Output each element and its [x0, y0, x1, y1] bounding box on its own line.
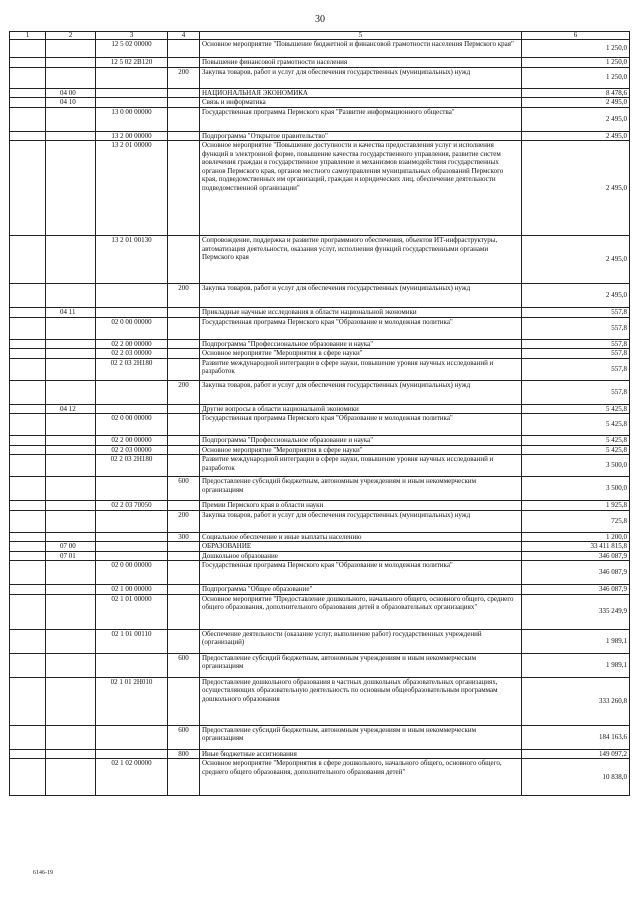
section-cell: [10, 107, 46, 131]
target-article-cell: [96, 67, 168, 88]
description-cell: Связь и информатика: [200, 98, 522, 108]
amount-cell: 149 097,2: [522, 749, 630, 759]
section-cell: [10, 236, 46, 284]
description-cell: Основное мероприятие "Повышение бюджетной и финансовой грамотности населения Пермского края": [200, 40, 522, 58]
target-article-cell: 13 2 01 00000: [96, 141, 168, 236]
table-row: [10, 40, 630, 58]
section-cell: [10, 98, 46, 108]
target-article-cell: 13 2 00 00000: [96, 131, 168, 141]
target-article-cell: 02 2 03 2Н180: [96, 455, 168, 477]
description-cell: Подпрограмма "Общее образование": [200, 585, 522, 595]
description-cell: Основное мероприятие "Предоставление дошкольного, начального общего, основного общего, среднего общего образования, дополнительного образования детей в образовательных организациях": [200, 594, 522, 629]
section-cell: [10, 380, 46, 404]
target-article-cell: [96, 551, 168, 561]
section-cell: [10, 749, 46, 759]
table-row: [10, 477, 630, 501]
amount-cell: 8 478,6: [522, 88, 630, 98]
expense-type-cell: 600: [168, 477, 200, 501]
target-article-cell: [96, 542, 168, 552]
section-cell: [10, 653, 46, 677]
target-article-cell: 02 1 01 00110: [96, 629, 168, 653]
amount-cell: 3 500,0: [522, 455, 630, 477]
amount-cell: 346 087,9: [522, 585, 630, 595]
amount-cell: 557,8: [522, 380, 630, 404]
section-cell: [10, 88, 46, 98]
amount-cell: 5 425,8: [522, 445, 630, 455]
target-article-cell: [96, 725, 168, 749]
section-cell: [10, 404, 46, 414]
section-cell: [10, 40, 46, 58]
subsection-cell: [46, 455, 96, 477]
description-cell: Закупка товаров, работ и услуг для обеспечения государственных (муниципальных) нужд: [200, 510, 522, 532]
expense-type-cell: [168, 349, 200, 359]
section-cell: [10, 141, 46, 236]
target-article-cell: 02 2 00 00000: [96, 339, 168, 349]
target-article-cell: 02 2 03 70050: [96, 501, 168, 511]
description-cell: Сопровождение, поддержка и развитие программного обеспечения, объектов ИТ-инфраструктуры, автоматизация деятельности, оказания услуг, исполнения функций государственными органами Пермского края: [200, 236, 522, 284]
section-cell: [10, 501, 46, 511]
expense-type-cell: [168, 594, 200, 629]
table-row: [10, 67, 630, 88]
description-cell: Повышение финансовой грамотности населения: [200, 58, 522, 68]
target-article-cell: 02 1 02 00000: [96, 759, 168, 796]
description-cell: Предоставление субсидий бюджетным, автономным учреждениям и иным некоммерческим организациям: [200, 477, 522, 501]
subsection-cell: [46, 131, 96, 141]
subsection-cell: [46, 532, 96, 542]
description-cell: Иные бюджетные ассигнования: [200, 749, 522, 759]
amount-cell: 557,8: [522, 349, 630, 359]
section-cell: [10, 414, 46, 436]
expense-type-cell: 200: [168, 380, 200, 404]
target-article-cell: [96, 284, 168, 308]
section-cell: [10, 445, 46, 455]
description-cell: Премии Пермского края в области науки: [200, 501, 522, 511]
subsection-cell: [46, 380, 96, 404]
description-cell: Обеспечение деятельности (оказание услуг, выполнение работ) государственных учреждений (организаций): [200, 629, 522, 653]
description-cell: Социальное обеспечение и иные выплаты населению: [200, 532, 522, 542]
table-row: [10, 532, 630, 542]
description-cell: Государственная программа Пермского края "Образование и молодежная политика": [200, 317, 522, 339]
section-cell: [10, 131, 46, 141]
amount-cell: 557,8: [522, 317, 630, 339]
subsection-cell: [46, 317, 96, 339]
target-article-cell: [96, 88, 168, 98]
amount-cell: 1 989,1: [522, 629, 630, 653]
target-article-cell: 02 2 03 00000: [96, 349, 168, 359]
target-article-cell: [96, 477, 168, 501]
header-col-3: 3: [96, 32, 168, 40]
table-row: [10, 88, 630, 98]
expense-type-cell: 200: [168, 67, 200, 88]
expense-type-cell: 600: [168, 725, 200, 749]
expense-type-cell: 600: [168, 653, 200, 677]
target-article-cell: [96, 510, 168, 532]
amount-cell: 335 249,9: [522, 594, 630, 629]
amount-cell: 346 087,9: [522, 561, 630, 585]
description-cell: Предоставление субсидий бюджетным, автономным учреждениям и иным некоммерческим организациям: [200, 725, 522, 749]
subsection-cell: [46, 445, 96, 455]
subsection-cell: 07 01: [46, 551, 96, 561]
expense-type-cell: [168, 308, 200, 318]
target-article-cell: 02 1 01 00000: [96, 594, 168, 629]
section-cell: [10, 284, 46, 308]
target-article-cell: 12 5 02 00000: [96, 40, 168, 58]
subsection-cell: [46, 107, 96, 131]
target-article-cell: 02 2 00 00000: [96, 436, 168, 446]
amount-cell: 333 260,8: [522, 677, 630, 725]
amount-cell: 2 495,0: [522, 284, 630, 308]
table-row: [10, 445, 630, 455]
description-cell: НАЦИОНАЛЬНАЯ ЭКОНОМИКА: [200, 88, 522, 98]
expense-type-cell: [168, 40, 200, 58]
description-cell: Подпрограмма "Профессиональное образование и наука": [200, 339, 522, 349]
expense-type-cell: [168, 542, 200, 552]
subsection-cell: [46, 594, 96, 629]
section-cell: [10, 358, 46, 380]
header-col-1: 1: [10, 32, 46, 40]
section-cell: [10, 532, 46, 542]
table-row: [10, 358, 630, 380]
subsection-cell: [46, 561, 96, 585]
section-cell: [10, 725, 46, 749]
table-row: [10, 510, 630, 532]
subsection-cell: [46, 585, 96, 595]
description-cell: Подпрограмма "Профессиональное образование и наука": [200, 436, 522, 446]
subsection-cell: [46, 236, 96, 284]
amount-cell: 2 495,0: [522, 141, 630, 236]
description-cell: Государственная программа Пермского края "Образование и молодежная политика": [200, 414, 522, 436]
target-article-cell: [96, 380, 168, 404]
target-article-cell: 02 0 00 00000: [96, 317, 168, 339]
description-cell: Закупка товаров, работ и услуг для обеспечения государственных (муниципальных) нужд: [200, 67, 522, 88]
section-cell: [10, 308, 46, 318]
subsection-cell: 04 12: [46, 404, 96, 414]
subsection-cell: [46, 284, 96, 308]
footer-document-code: 6146-19: [33, 870, 53, 876]
amount-cell: 5 425,8: [522, 404, 630, 414]
expense-type-cell: [168, 501, 200, 511]
table-row: [10, 677, 630, 725]
amount-cell: 1 250,0: [522, 58, 630, 68]
target-article-cell: [96, 749, 168, 759]
expense-type-cell: [168, 358, 200, 380]
target-article-cell: 02 1 01 2Н010: [96, 677, 168, 725]
subsection-cell: [46, 629, 96, 653]
section-cell: [10, 510, 46, 532]
expense-type-cell: [168, 58, 200, 68]
section-cell: [10, 677, 46, 725]
target-article-cell: [96, 98, 168, 108]
table-row: [10, 380, 630, 404]
expense-type-cell: [168, 677, 200, 725]
amount-cell: 346 087,9: [522, 551, 630, 561]
subsection-cell: [46, 141, 96, 236]
description-cell: Закупка товаров, работ и услуг для обеспечения государственных (муниципальных) нужд: [200, 284, 522, 308]
description-cell: Развитие международной интеграции в сфере науки, повышение уровня научных исследований и разработок: [200, 455, 522, 477]
table-row: [10, 585, 630, 595]
expense-type-cell: 800: [168, 749, 200, 759]
expense-type-cell: [168, 551, 200, 561]
table-row: [10, 284, 630, 308]
expense-type-cell: [168, 759, 200, 796]
description-cell: Предоставление дошкольного образования в частных дошкольных образовательных организациях, осуществляющих образовательную деятельность по основным общеобразовательным программам дошкольного образования: [200, 677, 522, 725]
section-cell: [10, 455, 46, 477]
section-cell: [10, 349, 46, 359]
section-cell: [10, 561, 46, 585]
subsection-cell: [46, 677, 96, 725]
description-cell: Государственная программа Пермского края "Развитие информационного общества": [200, 107, 522, 131]
expense-type-cell: [168, 445, 200, 455]
budget-table: [9, 31, 630, 796]
expense-type-cell: [168, 236, 200, 284]
header-col-5: 5: [200, 32, 522, 40]
expense-type-cell: [168, 88, 200, 98]
description-cell: Государственная программа Пермского края "Образование и молодежная политика": [200, 561, 522, 585]
subsection-cell: [46, 477, 96, 501]
table-row: [10, 436, 630, 446]
amount-cell: 2 495,0: [522, 236, 630, 284]
table-row: [10, 455, 630, 477]
section-cell: [10, 759, 46, 796]
expense-type-cell: [168, 436, 200, 446]
table-row: [10, 414, 630, 436]
table-row: [10, 141, 630, 236]
description-cell: Дошкольное образование: [200, 551, 522, 561]
amount-cell: 184 163,6: [522, 725, 630, 749]
amount-cell: 33 411 815,8: [522, 542, 630, 552]
expense-type-cell: [168, 131, 200, 141]
section-cell: [10, 477, 46, 501]
amount-cell: 1 200,0: [522, 532, 630, 542]
target-article-cell: 13 0 00 00000: [96, 107, 168, 131]
expense-type-cell: 300: [168, 532, 200, 542]
table-row: [10, 551, 630, 561]
target-article-cell: 13 2 01 00130: [96, 236, 168, 284]
expense-type-cell: [168, 455, 200, 477]
table-row: [10, 339, 630, 349]
target-article-cell: [96, 308, 168, 318]
subsection-cell: [46, 58, 96, 68]
amount-cell: 1 925,8: [522, 501, 630, 511]
description-cell: Подпрограмма "Открытое правительство": [200, 131, 522, 141]
expense-type-cell: [168, 404, 200, 414]
page-number: 30: [315, 14, 325, 25]
description-cell: Развитие международной интеграции в сфере науки, повышение уровня научных исследований и разработок: [200, 358, 522, 380]
subsection-cell: [46, 510, 96, 532]
section-cell: [10, 436, 46, 446]
section-cell: [10, 629, 46, 653]
amount-cell: 2 495,0: [522, 131, 630, 141]
section-cell: [10, 551, 46, 561]
header-col-6: 6: [522, 32, 630, 40]
expense-type-cell: [168, 414, 200, 436]
target-article-cell: 02 1 00 00000: [96, 585, 168, 595]
target-article-cell: [96, 532, 168, 542]
subsection-cell: [46, 501, 96, 511]
amount-cell: 1 250,0: [522, 40, 630, 58]
description-cell: Прикладные научные исследования в области национальной экономики: [200, 308, 522, 318]
expense-type-cell: 200: [168, 510, 200, 532]
table-row: [10, 107, 630, 131]
description-cell: Основное мероприятие "Мероприятия в сфере дошкольного, начального общего, основного общего, среднего общего образования, дополнительного образования детей": [200, 759, 522, 796]
description-cell: Основное мероприятие "Повышение доступности и качества предоставления услуг и исполнения функций в электронной форме, повышение качества государственного управления, развитие систем вовлечения граждан в государственное управление и механизмов взаимодействия государственных органов Пермского края, органов местного самоуправления муниципальных образований Пермского края, подведомственных им организаций, граждан и юридических лиц, обеспечение деятельности подведомственной организации": [200, 141, 522, 236]
subsection-cell: 04 11: [46, 308, 96, 318]
table-row: [10, 759, 630, 796]
amount-cell: 557,8: [522, 358, 630, 380]
subsection-cell: [46, 414, 96, 436]
expense-type-cell: [168, 629, 200, 653]
description-cell: Основное мероприятие "Мероприятия в сфере науки": [200, 445, 522, 455]
table-row: [10, 404, 630, 414]
expense-type-cell: [168, 107, 200, 131]
expense-type-cell: 200: [168, 284, 200, 308]
target-article-cell: 02 0 00 00000: [96, 414, 168, 436]
amount-cell: 557,8: [522, 339, 630, 349]
table-row: [10, 98, 630, 108]
table-row: [10, 629, 630, 653]
amount-cell: 2 495,0: [522, 107, 630, 131]
header-col-2: 2: [46, 32, 96, 40]
amount-cell: 1 989,1: [522, 653, 630, 677]
target-article-cell: 02 2 03 2Н180: [96, 358, 168, 380]
expense-type-cell: [168, 317, 200, 339]
table-row: [10, 501, 630, 511]
expense-type-cell: [168, 585, 200, 595]
section-cell: [10, 339, 46, 349]
amount-cell: 10 838,0: [522, 759, 630, 796]
section-cell: [10, 594, 46, 629]
expense-type-cell: [168, 339, 200, 349]
table-row: [10, 542, 630, 552]
subsection-cell: [46, 339, 96, 349]
section-cell: [10, 542, 46, 552]
expense-type-cell: [168, 561, 200, 585]
target-article-cell: 12 5 02 2В120: [96, 58, 168, 68]
target-article-cell: 02 2 03 00000: [96, 445, 168, 455]
subsection-cell: [46, 653, 96, 677]
section-cell: [10, 58, 46, 68]
description-cell: Другие вопросы в области национальной экономики: [200, 404, 522, 414]
table-row: [10, 749, 630, 759]
amount-cell: 5 425,8: [522, 414, 630, 436]
amount-cell: 3 500,0: [522, 477, 630, 501]
table-row: [10, 58, 630, 68]
amount-cell: 5 425,8: [522, 436, 630, 446]
table-row: [10, 725, 630, 749]
subsection-cell: [46, 40, 96, 58]
table-row: [10, 317, 630, 339]
subsection-cell: [46, 349, 96, 359]
section-cell: [10, 67, 46, 88]
subsection-cell: [46, 67, 96, 88]
table-row: [10, 131, 630, 141]
table-row: [10, 594, 630, 629]
expense-type-cell: [168, 98, 200, 108]
subsection-cell: 04 00: [46, 88, 96, 98]
amount-cell: 2 495,0: [522, 98, 630, 108]
expense-type-cell: [168, 141, 200, 236]
subsection-cell: [46, 759, 96, 796]
description-cell: Предоставление субсидий бюджетным, автономным учреждениям и иным некоммерческим организациям: [200, 653, 522, 677]
section-cell: [10, 317, 46, 339]
amount-cell: 725,8: [522, 510, 630, 532]
section-cell: [10, 585, 46, 595]
description-cell: Закупка товаров, работ и услуг для обеспечения государственных (муниципальных) нужд: [200, 380, 522, 404]
description-cell: ОБРАЗОВАНИЕ: [200, 542, 522, 552]
amount-cell: 557,8: [522, 308, 630, 318]
header-col-4: 4: [168, 32, 200, 40]
target-article-cell: 02 0 00 00000: [96, 561, 168, 585]
subsection-cell: 04 10: [46, 98, 96, 108]
amount-cell: 1 250,0: [522, 67, 630, 88]
subsection-cell: 07 00: [46, 542, 96, 552]
target-article-cell: [96, 404, 168, 414]
table-row: [10, 561, 630, 585]
table-header-row: [10, 32, 630, 40]
table-row: [10, 653, 630, 677]
table-row: [10, 236, 630, 284]
description-cell: Основное мероприятие "Мероприятия в сфере науки": [200, 349, 522, 359]
subsection-cell: [46, 436, 96, 446]
target-article-cell: [96, 653, 168, 677]
table-row: [10, 349, 630, 359]
subsection-cell: [46, 725, 96, 749]
table-row: [10, 308, 630, 318]
subsection-cell: [46, 358, 96, 380]
subsection-cell: [46, 749, 96, 759]
